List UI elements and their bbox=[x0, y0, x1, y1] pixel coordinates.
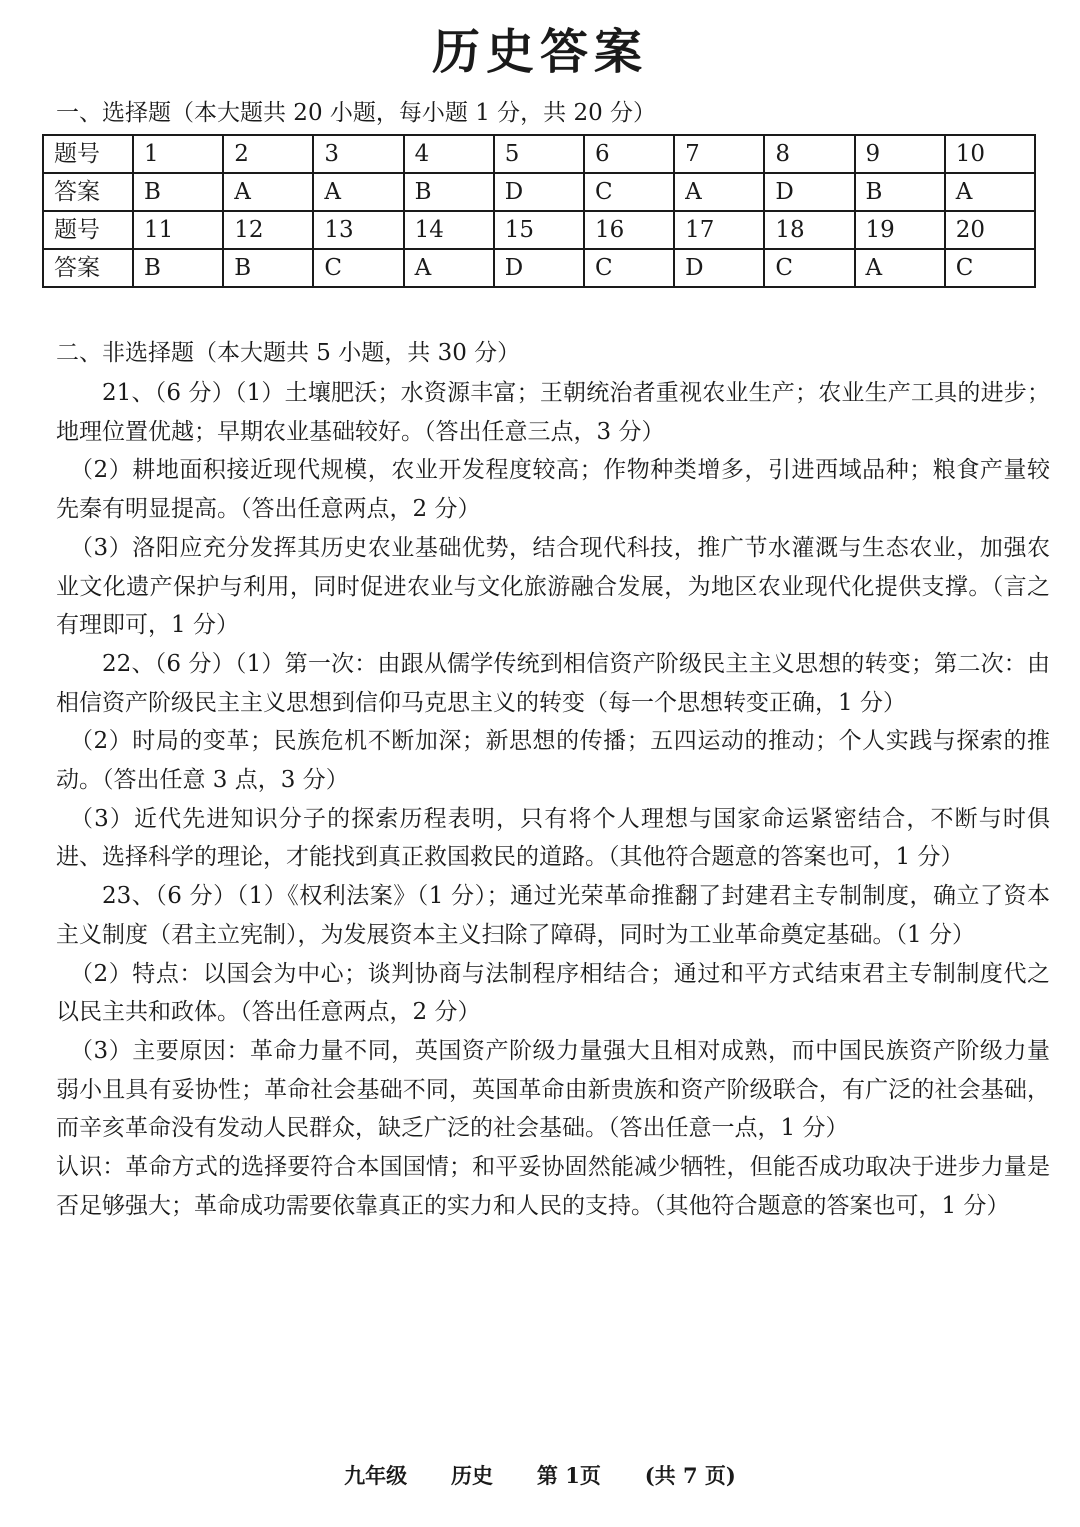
answer-paragraph: （3）洛阳应充分发挥其历史农业基础优势，结合现代科技，推广节水灌溉与生态农业，加强农业文化遗产保护与利用，同时促进农业与文化旅游融合发展，为地区农业现代化提供支撑。（言之有理即可，1 分） bbox=[56, 534, 1050, 639]
table-cell: 15 bbox=[494, 211, 584, 249]
section1-heading: 一、选择题（本大题共 20 小题，每小题 1 分，共 20 分） bbox=[56, 100, 657, 126]
section2-heading: 二、非选择题（本大题共 5 小题，共 30 分） bbox=[56, 340, 521, 366]
table-cell: 2 bbox=[223, 135, 313, 173]
table-cell: A bbox=[404, 249, 494, 287]
answer-paragraph: 21、（6 分）（1）土壤肥沃；水资源丰富；王朝统治者重视农业生产；农业生产工具的进步；地理位置优越；早期农业基础较好。（答出任意三点，3 分） bbox=[56, 380, 1050, 445]
table-cell: 13 bbox=[313, 211, 403, 249]
row-label: 题号 bbox=[43, 135, 133, 173]
table-cell: C bbox=[945, 249, 1035, 287]
page-footer bbox=[0, 1462, 1080, 1490]
table-cell: D bbox=[674, 249, 764, 287]
table-cell: 1 bbox=[133, 135, 223, 173]
table-cell: D bbox=[494, 249, 584, 287]
table-row bbox=[43, 173, 1035, 211]
table-cell: 4 bbox=[404, 135, 494, 173]
table-cell: B bbox=[223, 249, 313, 287]
table-cell: B bbox=[855, 173, 945, 211]
answer-paragraph: （3）主要原因：革命力量不同，英国资产阶级力量强大且相对成熟，而中国民族资产阶级力量弱小且具有妥协性；革命社会基础不同，英国革命由新贵族和资产阶级联合，有广泛的社会基础，而辛亥革命没有发动人民群众，缺乏广泛的社会基础。（答出任意一点，1 分） bbox=[56, 1037, 1050, 1142]
table-cell: A bbox=[945, 173, 1035, 211]
table-cell: 17 bbox=[674, 211, 764, 249]
table-cell: C bbox=[764, 249, 854, 287]
table-cell: B bbox=[133, 249, 223, 287]
table-cell: A bbox=[223, 173, 313, 211]
table-row bbox=[43, 211, 1035, 249]
row-label: 答案 bbox=[43, 173, 133, 211]
table-cell: 12 bbox=[223, 211, 313, 249]
table-cell: 5 bbox=[494, 135, 584, 173]
footer-page-number: 第 1页 bbox=[536, 1463, 601, 1488]
answer-paragraph: （2）时局的变革；民族危机不断加深；新思想的传播；五四运动的推动；个人实践与探索的推动。（答出任意 3 点，3 分） bbox=[56, 728, 1050, 794]
open-question-answers bbox=[56, 374, 1050, 1225]
table-cell: D bbox=[494, 173, 584, 211]
table-cell: B bbox=[133, 173, 223, 211]
table-cell: 10 bbox=[945, 135, 1035, 173]
row-label: 答案 bbox=[43, 249, 133, 287]
table-cell: C bbox=[584, 173, 674, 211]
row-label: 题号 bbox=[43, 211, 133, 249]
table-cell: 3 bbox=[313, 135, 403, 173]
table-cell: 11 bbox=[133, 211, 223, 249]
table-cell: A bbox=[313, 173, 403, 211]
answer-paragraph: （2）耕地面积接近现代规模，农业开发程度较高；作物种类增多，引进西域品种；粮食产量较先秦有明显提高。（答出任意两点，2 分） bbox=[56, 457, 1050, 523]
answer-paragraph: 认识：革命方式的选择要符合本国国情；和平妥协固然能减少牺牲，但能否成功取决于进步力量是否足够强大；革命成功需要依靠真正的实力和人民的支持。（其他符合题意的答案也可，1 分） bbox=[56, 1154, 1050, 1219]
table-cell: 16 bbox=[584, 211, 674, 249]
answer-paragraph: （3）近代先进知识分子的探索历程表明，只有将个人理想与国家命运紧密结合，不断与时俱进、选择科学的理论，才能找到真正救国救民的道路。（其他符合题意的答案也可，1 分） bbox=[56, 805, 1050, 871]
page-title: 历史答案 bbox=[431, 24, 648, 80]
table-cell: B bbox=[404, 173, 494, 211]
table-cell: 18 bbox=[764, 211, 854, 249]
answer-paragraph: （2）特点：以国会为中心；谈判协商与法制程序相结合；通过和平方式结束君主专制制度代之以民主共和政体。（答出任意两点，2 分） bbox=[56, 960, 1050, 1026]
table-cell: A bbox=[855, 249, 945, 287]
table-cell: D bbox=[764, 173, 854, 211]
multiple-choice-answer-table bbox=[42, 134, 1036, 288]
table-cell: C bbox=[584, 249, 674, 287]
table-cell: C bbox=[313, 249, 403, 287]
table-cell: 19 bbox=[855, 211, 945, 249]
table-cell: 6 bbox=[584, 135, 674, 173]
table-cell: 20 bbox=[945, 211, 1035, 249]
footer-grade: 九年级 bbox=[344, 1463, 408, 1488]
table-row bbox=[43, 249, 1035, 287]
table-cell: 9 bbox=[855, 135, 945, 173]
table-row bbox=[43, 135, 1035, 173]
footer-subject: 历史 bbox=[451, 1463, 494, 1488]
table-cell: A bbox=[674, 173, 764, 211]
table-cell: 14 bbox=[404, 211, 494, 249]
table-cell: 7 bbox=[674, 135, 764, 173]
table-cell: 8 bbox=[764, 135, 854, 173]
answer-paragraph: 23、（6 分）（1）《权利法案》（1 分）；通过光荣革命推翻了封建君主专制制度，确立了资本主义制度（君主立宪制），为发展资本主义扫除了障碍，同时为工业革命奠定基础。（1 分） bbox=[56, 883, 1050, 948]
answer-paragraph: 22、（6 分）（1）第一次：由跟从儒学传统到相信资产阶级民主主义思想的转变；第二次：由相信资产阶级民主主义思想到信仰马克思主义的转变（每一个思想转变正确，1 分） bbox=[56, 650, 1050, 716]
footer-total-pages: (共 7 页) bbox=[644, 1463, 736, 1488]
